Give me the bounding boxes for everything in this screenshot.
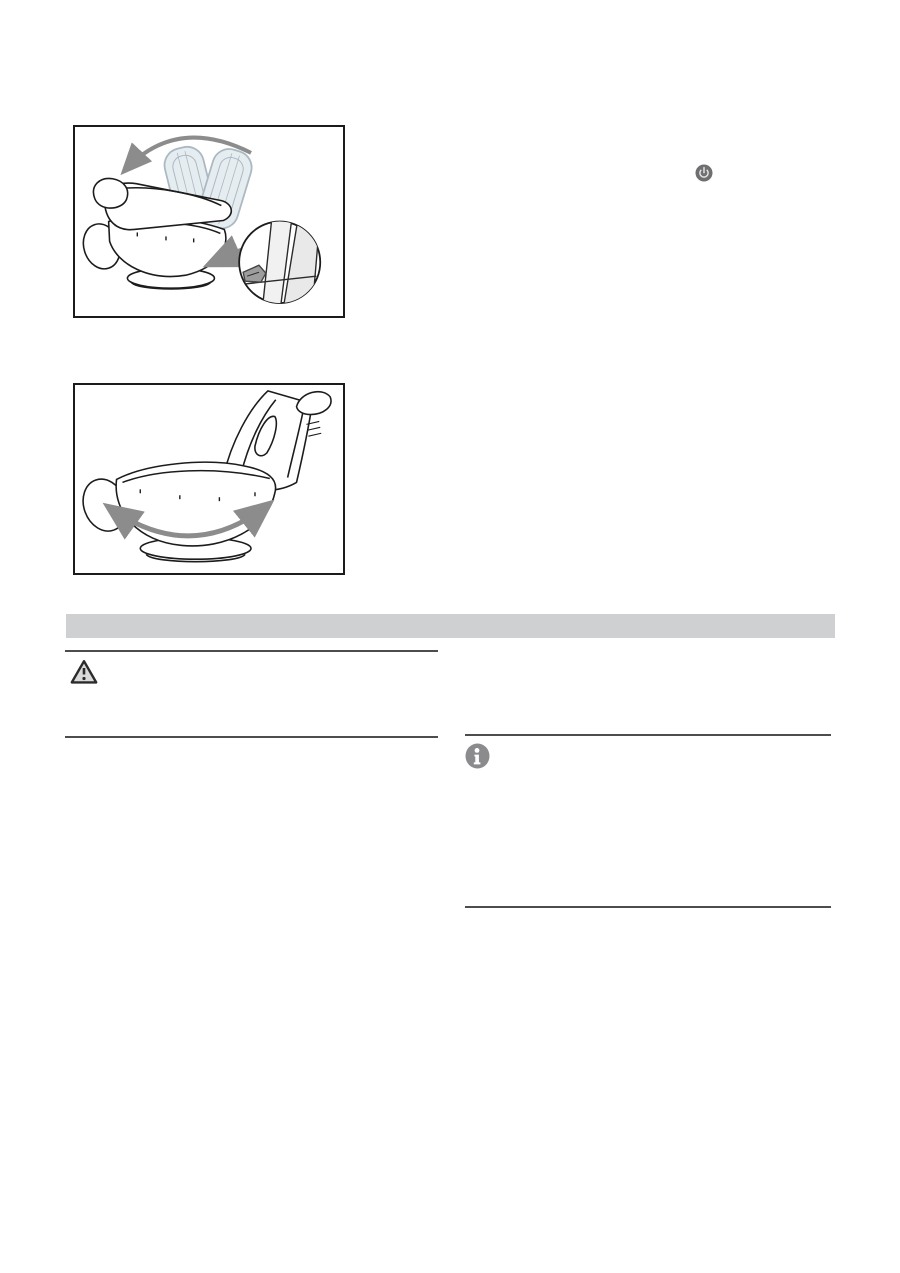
backrest-recline-drawing: [75, 127, 343, 316]
info-icon: [465, 743, 490, 769]
chair-swivel-drawing: [75, 385, 343, 573]
figure-chair-swivel: [73, 383, 345, 575]
figure-backrest-recline: [73, 125, 345, 318]
section-header-bar: [66, 614, 835, 638]
note-callout: [465, 734, 831, 908]
warning-triangle-icon: [70, 659, 98, 685]
warning-callout: [65, 650, 438, 738]
power-icon: [695, 164, 713, 182]
